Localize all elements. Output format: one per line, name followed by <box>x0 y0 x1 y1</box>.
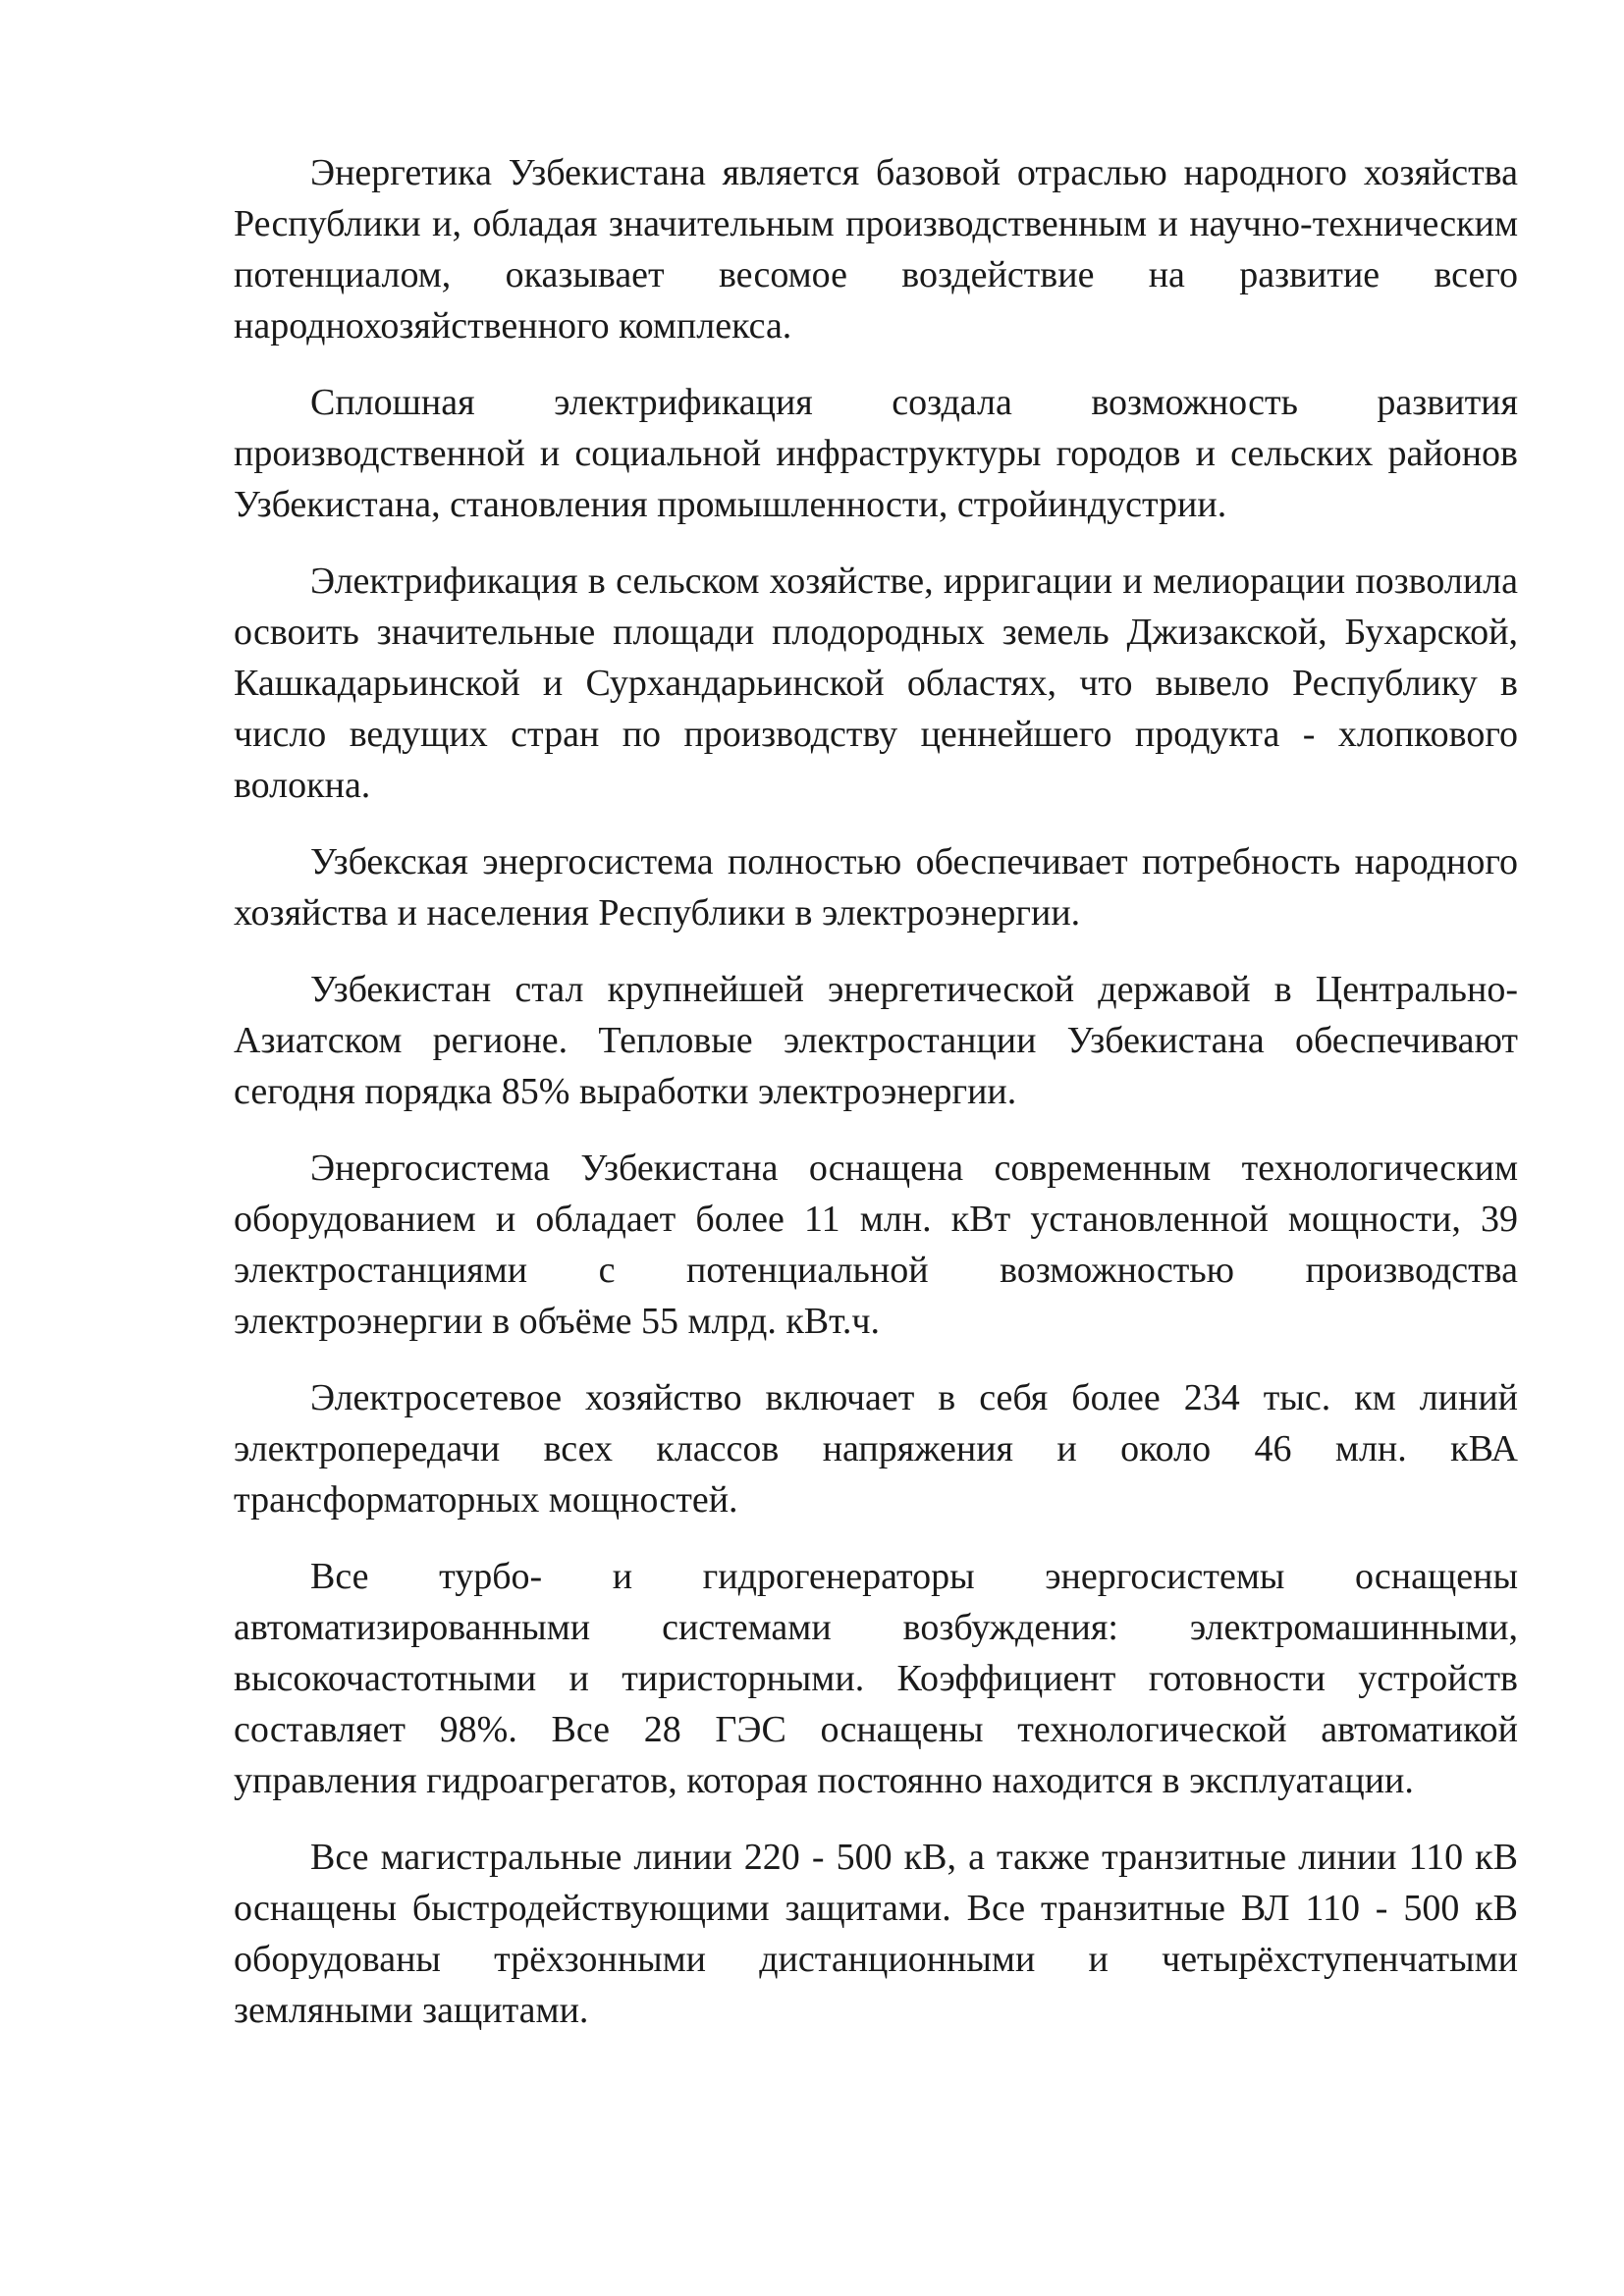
paragraph-installed-capacity: Энергосистема Узбекистана оснащена современным технологическим оборудованием и обладает более 11 млн. кВт установленной мощности, 39 электростанциями с потенциальной возможностью производства электроэнергии в объёме 55 млрд. кВт.ч. <box>234 1148 1518 1342</box>
document-body <box>234 147 1518 2061</box>
paragraph-energy-base-industry: Энергетика Узбекистана является базовой отраслью народного хозяйства Республики и, обладая значительным производственным и научно-техническим потенциалом, оказывает весомое воздействие на развитие всего народнохозяйственного комплекса. <box>234 152 1518 347</box>
paragraph-agriculture-electrification: Электрификация в сельском хозяйстве, ирригации и мелиорации позволила освоить значительные площади плодородных земель Джизакской, Бухарской, Кашкадарьинской и Сурхандарьинской областях, что вывело Республику в число ведущих стран по производству ценнейшего продукта - хлопкового волокна. <box>234 561 1518 806</box>
paragraph-electrification-infrastructure: Сплошная электрификация создала возможность развития производственной и социальной инфраструктуры городов и сельских районов Узбекистана, становления промышленности, стройиндустрии. <box>234 382 1518 525</box>
paragraph-grid-lines: Электросетевое хозяйство включает в себя более 234 тыс. км линий электропередачи всех классов напряжения и около 46 млн. кВА трансформаторных мощностей. <box>234 1377 1518 1521</box>
paragraph-energy-system-supply: Узбекская энергосистема полностью обеспечивает потребность народного хозяйства и населения Республики в электроэнергии. <box>234 841 1518 934</box>
paragraph-line-protection: Все магистральные линии 220 - 500 кВ, а также транзитные линии 110 кВ оснащены быстродействующими защитами. Все транзитные ВЛ 110 - 500 кВ оборудованы трёхзонными дистанционными и четырёхступенчатыми земляными защитами. <box>234 1837 1518 2031</box>
paragraph-regional-power: Узбекистан стал крупнейшей энергетической державой в Центрально-Азиатском регионе. Тепловые электростанции Узбекистана обеспечивают сегодня порядка 85% выработки электроэнергии. <box>234 969 1518 1112</box>
paragraph-generators-excitation: Все турбо- и гидрогенераторы энергосистемы оснащены автоматизированными системами возбуждения: электромашинными, высокочастотными и тиристорными. Коэффициент готовности устройств составляет 98%. Все 28 ГЭС оснащены технологической автоматикой управления гидроагрегатов, которая постоянно находится в эксплуатации. <box>234 1556 1518 1801</box>
